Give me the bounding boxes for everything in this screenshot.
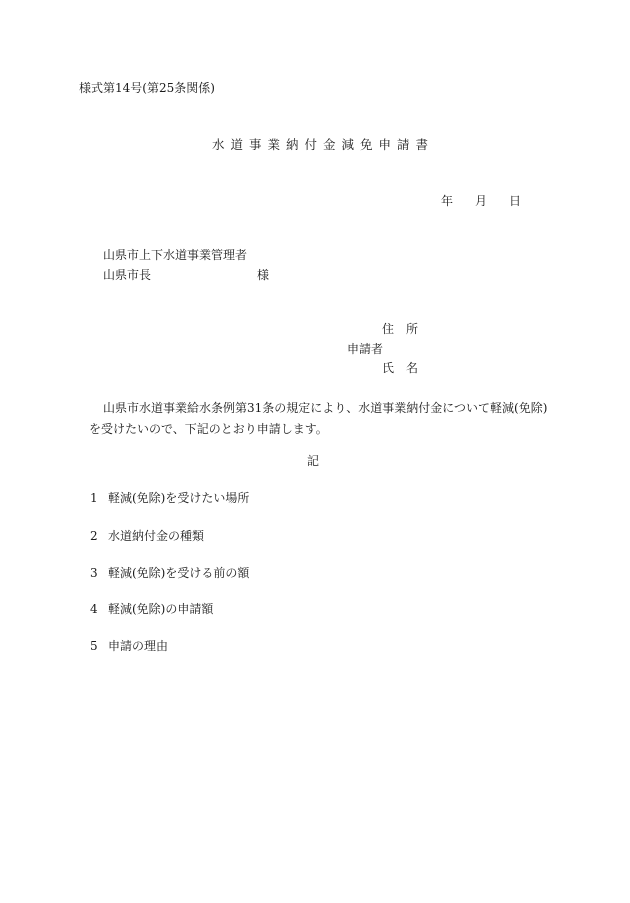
date-line	[441, 195, 521, 207]
date-day-label: 日	[509, 194, 522, 208]
item-label: 軽減(免除)を受けたい場所	[108, 491, 250, 505]
addressee-mayor: 山県市長	[103, 268, 152, 282]
list-item	[90, 640, 168, 652]
item-label: 水道納付金の種類	[108, 529, 205, 543]
applicant-label: 申請者	[347, 342, 384, 356]
document-title: 水道事業納付金減免申請書	[212, 137, 435, 152]
item-label: 軽減(免除)の申請額	[108, 602, 214, 616]
item-number: 3	[90, 566, 98, 580]
item-label: 申請の理由	[108, 639, 169, 653]
name-label: 氏 名	[382, 361, 419, 375]
date-year-label: 年	[441, 194, 454, 208]
list-item	[90, 492, 249, 504]
date-month-label: 月	[475, 194, 488, 208]
list-item	[90, 567, 249, 579]
item-number: 1	[90, 491, 98, 505]
list-item	[90, 530, 204, 542]
addressee-line-1: 山県市上下水道事業管理者	[103, 248, 248, 262]
addressee-honorific: 様	[257, 268, 270, 282]
list-item	[90, 603, 213, 615]
address-label: 住 所	[382, 322, 419, 336]
item-label: 軽減(免除)を受ける前の額	[108, 566, 250, 580]
addressee-line-2	[103, 269, 269, 281]
body-paragraph: 山県市水道事業給水条例第31条の規定により、水道事業納付金について軽減(免除)を受けたいので、下記のとおり申請します。	[89, 401, 548, 436]
item-number: 4	[90, 602, 98, 616]
ki-heading: 記	[307, 454, 320, 468]
item-number: 2	[90, 529, 98, 543]
item-number: 5	[90, 639, 98, 653]
form-number: 様式第14号(第25条関係)	[79, 81, 215, 95]
